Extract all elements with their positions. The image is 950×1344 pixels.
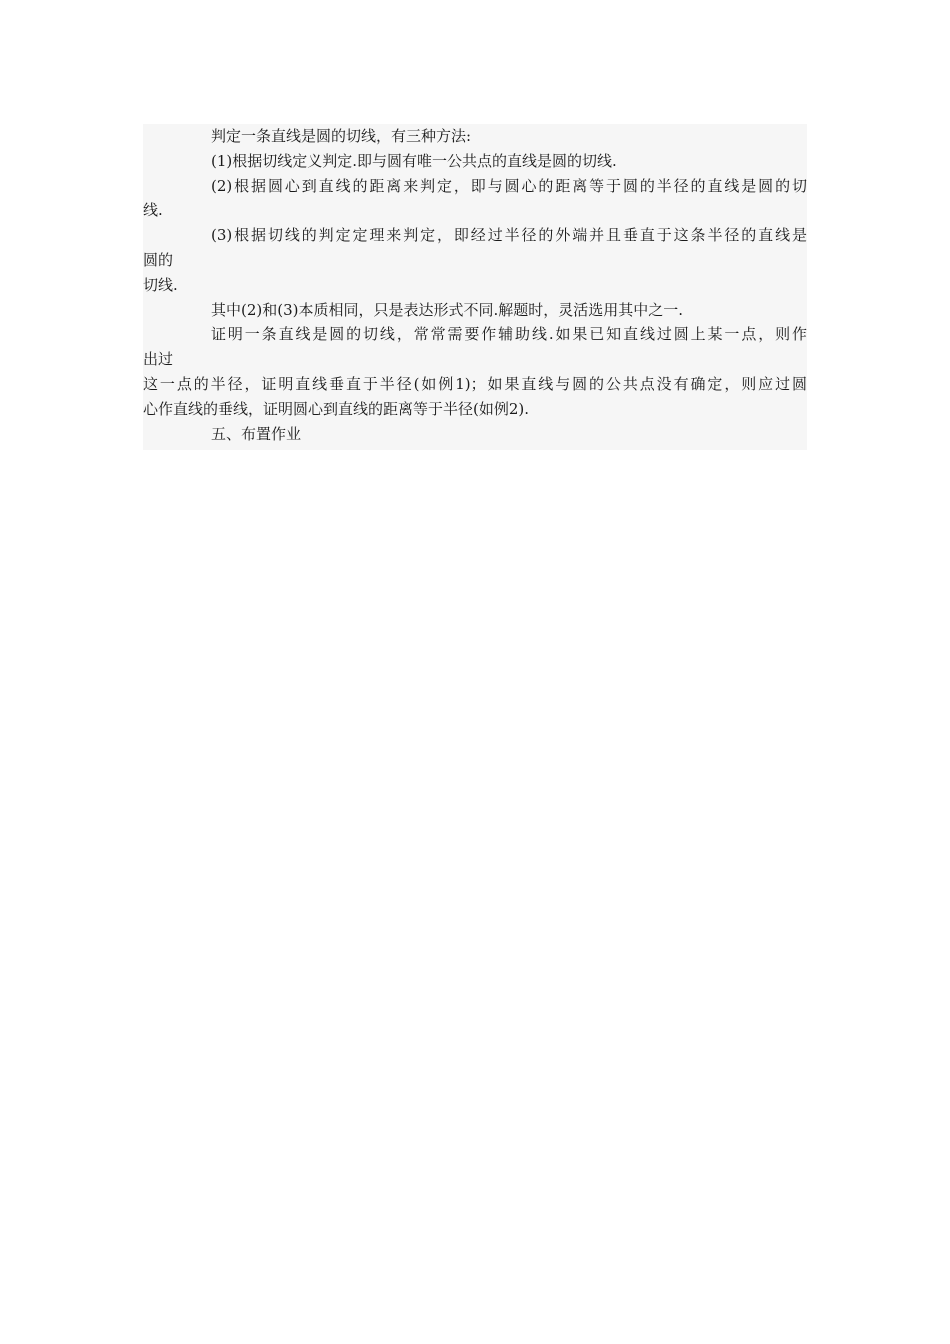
paragraph-line: 切线. <box>143 275 178 294</box>
paragraph-line: 其中(2)和(3)本质相同，只是表达形式不同.解题时，灵活选用其中之一. <box>211 300 684 319</box>
text-block <box>143 124 807 450</box>
paragraph-line: 出过 <box>143 350 174 369</box>
paragraph-line: (3)根据切线的判定定理来判定，即经过半径的外端并且垂直于这条半径的直线是 <box>211 226 807 245</box>
paragraph-line: 判定一条直线是圆的切线，有三种方法: <box>211 127 472 145</box>
paragraph-line: 线. <box>143 201 163 220</box>
paragraph-line: 这一点的半径，证明直线垂直于半径(如例1)；如果直线与圆的公共点没有确定，则应过圆 <box>143 374 807 393</box>
paragraph-line: 证明一条直线是圆的切线，常常需要作辅助线.如果已知直线过圆上某一点，则作 <box>211 325 807 344</box>
paragraph-line: 圆的 <box>143 250 174 269</box>
paragraph-line: (1)根据切线定义判定.即与圆有唯一公共点的直线是圆的切线. <box>211 151 617 170</box>
paragraph-line: (2)根据圆心到直线的距离来判定，即与圆心的距离等于圆的半径的直线是圆的切 <box>211 176 807 195</box>
paragraph-line: 心作直线的垂线，证明圆心到直线的距离等于半径(如例2). <box>143 399 530 418</box>
section-heading: 五、布置作业 <box>211 424 302 443</box>
